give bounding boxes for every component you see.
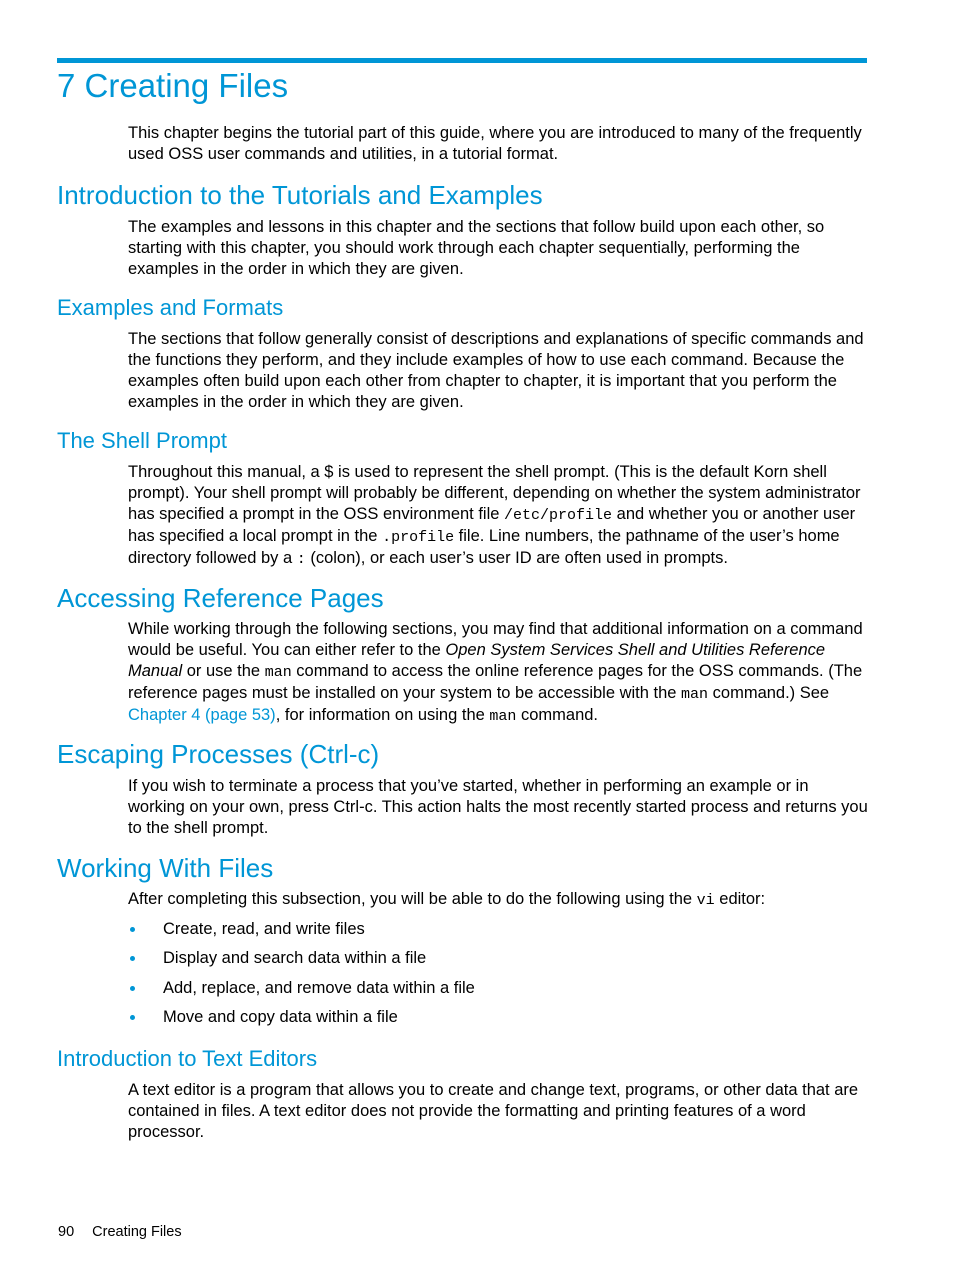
list-item: [128, 918, 475, 947]
reference-text-4: command.) See: [708, 684, 830, 702]
list-item: [128, 947, 475, 976]
bullet-icon: [130, 986, 135, 991]
working-files-bullet-list: [128, 918, 475, 1035]
list-item: [128, 977, 475, 1006]
chapter-title: 7 Creating Files: [57, 67, 289, 104]
reference-text-1: While working through the following sections, you may find that additional information on a command would be useful. You can either refer to the: [128, 620, 863, 659]
code-man-3: man: [489, 708, 517, 725]
list-item: [128, 1006, 475, 1035]
list-item-text: Move and copy data within a file: [163, 1007, 398, 1026]
working-files-text-2: editor:: [714, 890, 766, 908]
reference-pages-paragraph: [128, 619, 868, 727]
heading-intro-tutorials: Introduction to the Tutorials and Examples: [57, 180, 543, 210]
page-number: 90: [58, 1224, 75, 1240]
shell-prompt-paragraph: [128, 462, 868, 570]
code-man-2: man: [681, 686, 709, 703]
reference-text-3: command to access the online reference pages for the OSS commands. (The reference pages must be installed on your system to be accessible with the: [128, 662, 863, 702]
escaping-paragraph: If you wish to terminate a process that you’ve started, whether in performing an example or in working on your own, press Ctrl-c. This action halts the most recently started process and returns you to the shell prompt.: [128, 777, 868, 837]
code-vi: vi: [696, 892, 715, 909]
page-footer: [58, 1222, 182, 1242]
chapter-top-rule: [57, 58, 867, 63]
running-title: Creating Files: [92, 1224, 182, 1240]
bullet-icon: [130, 956, 135, 961]
reference-text-2: or use the: [182, 662, 265, 680]
code-colon: :: [296, 551, 306, 568]
shell-prompt-text-1: Throughout this manual, a $ is used to represent the shell prompt. (This is the default Korn shell prompt). Your shell prompt will probably be different, depending on whether the system administrator has specified a prompt in the OSS environment file: [128, 463, 861, 523]
bullet-icon: [130, 1015, 135, 1020]
manual-title: Open System Services Shell and Utilities Reference Manual: [128, 641, 826, 680]
heading-shell-prompt: The Shell Prompt: [57, 428, 227, 453]
list-item-text: Display and search data within a file: [163, 949, 427, 968]
shell-prompt-text-3: file. Line numbers, the pathname of the user’s home directory followed by a: [128, 527, 840, 567]
shell-prompt-text-2: and whether you or another user has specified a local prompt in the: [128, 505, 856, 545]
code-man-1: man: [264, 664, 292, 681]
list-item-text: Create, read, and write files: [163, 920, 365, 938]
code-etc-profile: /etc/profile: [504, 507, 613, 524]
reference-text-5: , for information on using the: [275, 706, 490, 724]
code-profile: .profile: [382, 529, 455, 546]
heading-reference-pages: Accessing Reference Pages: [57, 583, 384, 613]
intro-tutorials-paragraph: The examples and lessons in this chapter and the sections that follow build upon each other, so starting with this chapter, you should work through each chapter sequentially, performing the examples in the order in which they are given.: [128, 218, 825, 278]
heading-working-files: Working With Files: [57, 853, 274, 883]
working-files-text-1: After completing this subsection, you will be able to do the following using the: [128, 890, 697, 908]
chapter-4-link[interactable]: Chapter 4 (page 53): [128, 706, 276, 724]
reference-text-6: command.: [516, 706, 599, 724]
heading-text-editors: Introduction to Text Editors: [57, 1046, 318, 1071]
working-files-paragraph: [128, 889, 868, 911]
chapter-intro-paragraph: This chapter begins the tutorial part of this guide, where you are introduced to many of the frequently used OSS user commands and utilities, in a tutorial format.: [128, 124, 862, 163]
text-editors-paragraph: A text editor is a program that allows you to create and change text, programs, or other data that are contained in files. A text editor does not provide the formatting and printing features of a word processor.: [128, 1081, 859, 1141]
bullet-icon: [130, 927, 135, 932]
heading-escaping-processes: Escaping Processes (Ctrl-c): [57, 739, 380, 769]
heading-examples-formats: Examples and Formats: [57, 295, 284, 320]
shell-prompt-text-4: (colon), or each user’s user ID are often used in prompts.: [305, 549, 728, 567]
list-item-text: Add, replace, and remove data within a file: [163, 978, 475, 997]
examples-formats-paragraph: The sections that follow generally consist of descriptions and explanations of specific commands and the functions they perform, and they include examples of how to use each command. Because the examples often build upon each other from chapter to chapter, it is important that you perform the examples in the order in which they are given.: [128, 330, 864, 411]
